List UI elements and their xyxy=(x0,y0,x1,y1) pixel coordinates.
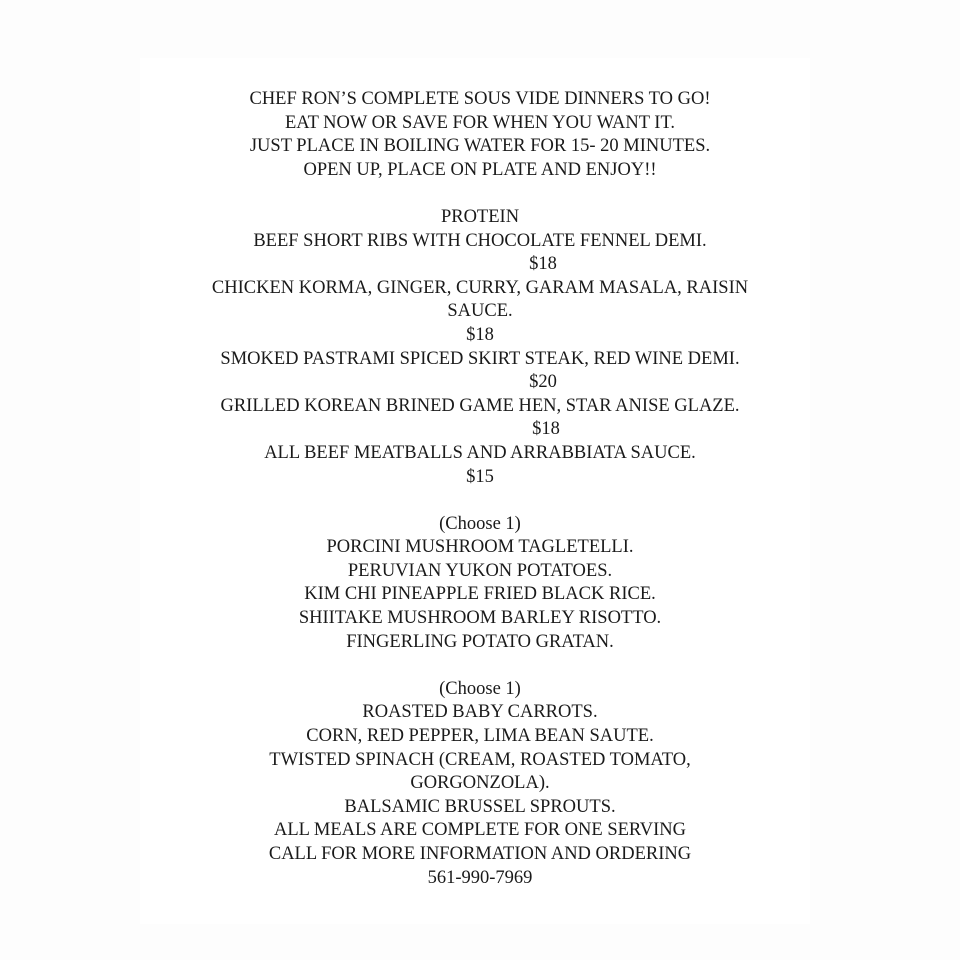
starch-heading: (Choose 1) xyxy=(439,513,521,534)
protein-heading: PROTEIN xyxy=(440,206,520,227)
phone-number: 561-990-7969 xyxy=(427,867,533,888)
starch-item: PORCINI MUSHROOM TAGLETELLI. xyxy=(326,537,634,558)
protein-item-price: $18 xyxy=(466,324,494,345)
starch-item: KIM CHI PINEAPPLE FRIED BLACK RICE. xyxy=(304,584,656,605)
footer-line: ALL MEALS ARE COMPLETE FOR ONE SERVING xyxy=(273,820,687,841)
spacer xyxy=(0,654,960,678)
protein-item-name: CHICKEN KORMA, GINGER, CURRY, GARAM MASALA, RAISIN xyxy=(211,277,749,298)
intro-line: JUST PLACE IN BOILING WATER FOR 15- 20 MINUTES. xyxy=(249,136,711,157)
footer-line: CALL FOR MORE INFORMATION AND ORDERING xyxy=(268,844,692,864)
vegetable-item: ROASTED BABY CARROTS. xyxy=(362,702,598,723)
menu-document xyxy=(0,88,960,890)
vegetable-item: CORN, RED PEPPER, LIMA BEAN SAUTE. xyxy=(306,726,654,747)
intro-line: OPEN UP, PLACE ON PLATE AND ENJOY!! xyxy=(303,159,657,180)
protein-item-name: SMOKED PASTRAMI SPICED SKIRT STEAK, RED WINE DEMI. xyxy=(220,348,740,369)
intro-line: EAT NOW OR SAVE FOR WHEN YOU WANT IT. xyxy=(284,112,676,133)
vegetable-item: TWISTED SPINACH (CREAM, ROASTED TOMATO, xyxy=(269,749,691,770)
protein-item-name: GRILLED KOREAN BRINED GAME HEN, STAR ANISE GLAZE. xyxy=(220,395,740,416)
spacer xyxy=(0,182,960,206)
starch-item: FINGERLING POTATO GRATAN. xyxy=(346,631,614,652)
protein-item-price: $18 xyxy=(529,254,557,275)
protein-item-name: BEEF SHORT RIBS WITH CHOCOLATE FENNEL DEMI. xyxy=(253,230,707,251)
protein-item-price: $15 xyxy=(466,466,494,487)
starch-item: PERUVIAN YUKON POTATOES. xyxy=(347,560,613,581)
protein-item-price: $20 xyxy=(529,372,557,393)
protein-item-name-cont: SAUCE. xyxy=(447,301,513,322)
vegetable-item: BALSAMIC BRUSSEL SPROUTS. xyxy=(344,796,616,817)
starch-item: SHIITAKE MUSHROOM BARLEY RISOTTO. xyxy=(298,608,662,629)
vegetable-heading: (Choose 1) xyxy=(439,678,521,699)
protein-item-price: $18 xyxy=(532,419,560,440)
vegetable-item: GORGONZOLA). xyxy=(410,773,550,794)
spacer xyxy=(0,489,960,513)
protein-item-name: ALL BEEF MEATBALLS AND ARRABBIATA SAUCE. xyxy=(264,442,696,463)
intro-line: CHEF RON’S COMPLETE SOUS VIDE DINNERS TO GO! xyxy=(249,89,711,109)
